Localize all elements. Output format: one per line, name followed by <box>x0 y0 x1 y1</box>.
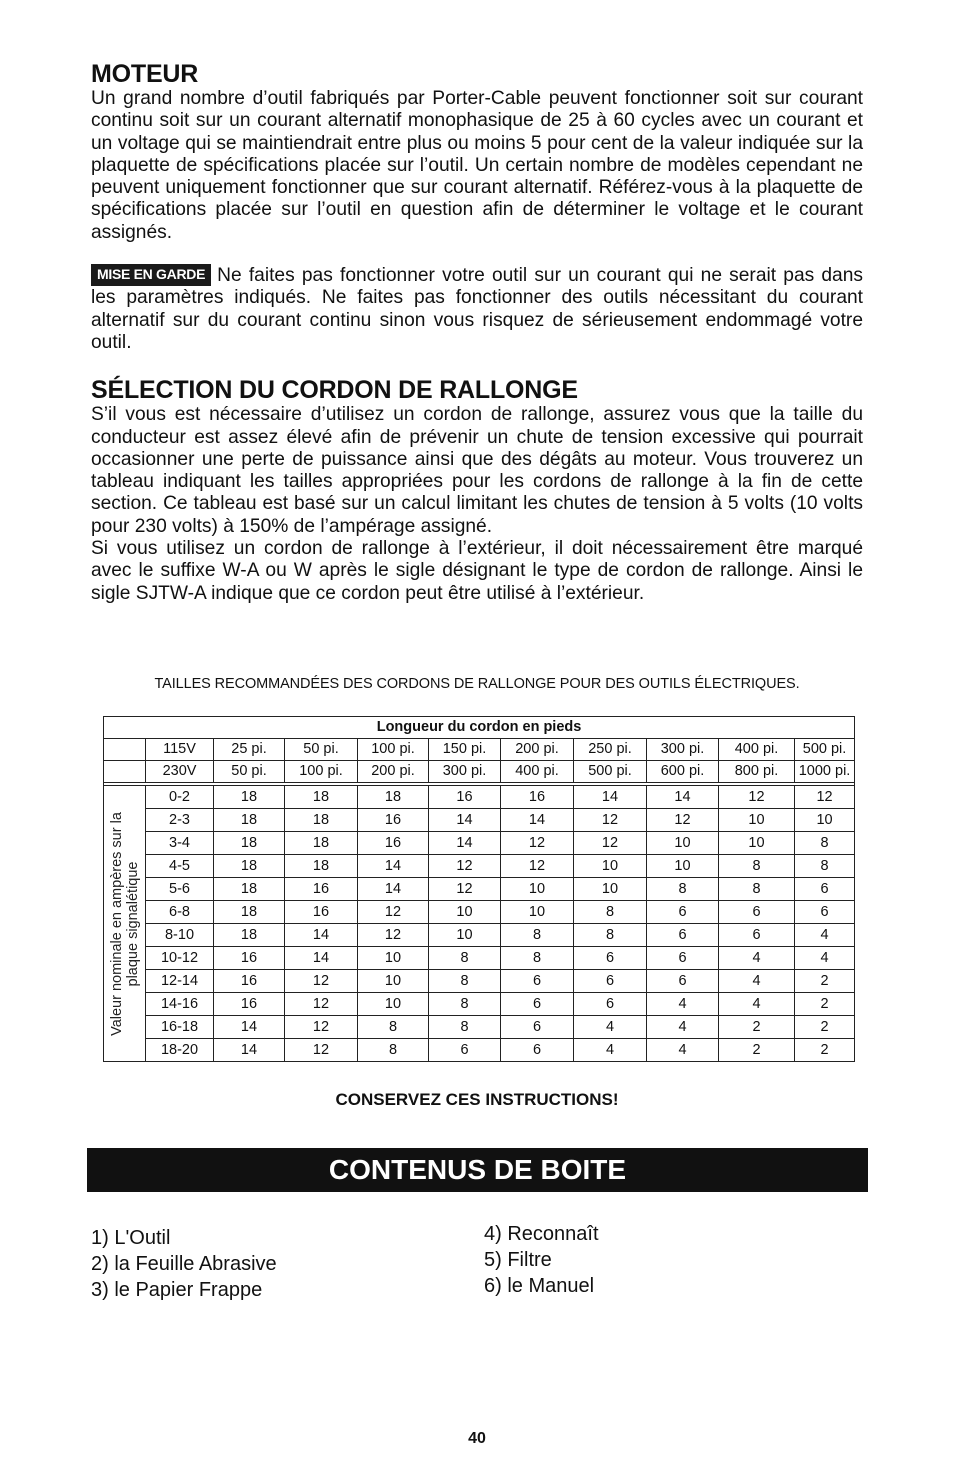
amperage-range-cell: 18-20 <box>146 1039 214 1062</box>
length-cell: 300 pi. <box>647 739 719 761</box>
length-cell: 800 pi. <box>719 761 795 783</box>
amperage-label-cell <box>104 786 146 1062</box>
gauge-cell: 16 <box>214 970 285 993</box>
gauge-cell: 12 <box>501 832 574 855</box>
conserve-instructions: CONSERVEZ CES INSTRUCTIONS! <box>335 1090 619 1109</box>
gauge-cell: 12 <box>719 786 795 809</box>
gauge-cell: 4 <box>795 924 855 947</box>
gauge-cell: 2 <box>719 1039 795 1062</box>
table-header: Longueur du cordon en pieds <box>104 717 855 739</box>
gauge-cell: 16 <box>358 832 429 855</box>
amperage-range-cell: 4-5 <box>146 855 214 878</box>
gauge-cell: 18 <box>214 855 285 878</box>
length-cell: 500 pi. <box>574 761 647 783</box>
gauge-cell: 14 <box>358 878 429 901</box>
gauge-cell: 6 <box>501 970 574 993</box>
gauge-cell: 4 <box>647 1039 719 1062</box>
gauge-cell: 18 <box>285 809 358 832</box>
gauge-cell: 16 <box>214 947 285 970</box>
table-row <box>104 1039 855 1062</box>
gauge-cell: 12 <box>285 970 358 993</box>
contents-item: 4) Reconnaît <box>484 1223 599 1245</box>
gauge-cell: 14 <box>214 1016 285 1039</box>
box-contents-banner: CONTENUS DE BOITE <box>87 1148 868 1192</box>
gauge-cell: 8 <box>795 832 855 855</box>
gauge-cell: 18 <box>358 786 429 809</box>
gauge-cell: 12 <box>285 1039 358 1062</box>
table-cell <box>104 761 146 783</box>
table-row <box>104 878 855 901</box>
length-cell: 1000 pi. <box>795 761 855 783</box>
gauge-cell: 12 <box>358 901 429 924</box>
gauge-cell: 6 <box>795 878 855 901</box>
table-row <box>104 832 855 855</box>
length-cell: 100 pi. <box>285 761 358 783</box>
gauge-cell: 14 <box>647 786 719 809</box>
contents-list-left <box>91 1225 277 1303</box>
gauge-cell: 16 <box>285 901 358 924</box>
gauge-cell: 12 <box>574 832 647 855</box>
gauge-cell: 12 <box>285 1016 358 1039</box>
amperage-range-cell: 0-2 <box>146 786 214 809</box>
table-cell <box>104 739 146 761</box>
gauge-cell: 10 <box>358 970 429 993</box>
gauge-cell: 16 <box>214 993 285 1016</box>
gauge-cell: 12 <box>358 924 429 947</box>
gauge-cell: 8 <box>574 924 647 947</box>
gauge-cell: 10 <box>719 809 795 832</box>
gauge-cell: 8 <box>429 970 501 993</box>
length-cell: 300 pi. <box>429 761 501 783</box>
length-cell: 400 pi. <box>719 739 795 761</box>
gauge-cell: 4 <box>719 947 795 970</box>
length-cell: 400 pi. <box>501 761 574 783</box>
rallonge-paragraph-1: S’il vous est nécessaire d’utilisez un cordon de rallonge, assurez vous que la taille du conducteur est assez élevé afin de prévenir un chute de tension excessive qui pourrait occasionner une perte de puissance ainsi que des dégâts au moteur. Vous trouverez un tableau indiquant les tailles appropriées pour les cordons de rallonge à la fin de cette section. Ce tableau est basé sur un calcul limitant les chutes de tension à 5 volts (10 volts pour 230 volts) à 150% de l’ampérage assigné. <box>91 404 863 537</box>
gauge-cell: 18 <box>285 832 358 855</box>
contents-item: 6) le Manuel <box>484 1275 595 1297</box>
gauge-cell: 14 <box>574 786 647 809</box>
gauge-cell: 10 <box>429 924 501 947</box>
gauge-cell: 8 <box>358 1016 429 1039</box>
table-row <box>104 1016 855 1039</box>
table-row <box>104 924 855 947</box>
amperage-range-cell: 16-18 <box>146 1016 214 1039</box>
voltage-cell: 230V <box>146 761 214 783</box>
gauge-cell: 18 <box>285 855 358 878</box>
length-cell: 200 pi. <box>358 761 429 783</box>
contents-item: 2) la Feuille Abrasive <box>91 1253 277 1275</box>
gauge-cell: 10 <box>501 878 574 901</box>
gauge-cell: 6 <box>574 993 647 1016</box>
amperage-range-cell: 2-3 <box>146 809 214 832</box>
amperage-range-cell: 12-14 <box>146 970 214 993</box>
gauge-cell: 10 <box>574 855 647 878</box>
rallonge-heading: SÉLECTION DU CORDON DE RALLONGE <box>91 376 578 405</box>
gauge-cell: 6 <box>647 901 719 924</box>
length-cell: 500 pi. <box>795 739 855 761</box>
length-cell: 100 pi. <box>358 739 429 761</box>
table-row <box>104 970 855 993</box>
table-row <box>104 786 855 809</box>
gauge-cell: 18 <box>214 786 285 809</box>
gauge-cell: 14 <box>358 855 429 878</box>
length-cell: 150 pi. <box>429 739 501 761</box>
gauge-cell: 16 <box>285 878 358 901</box>
gauge-cell: 10 <box>719 832 795 855</box>
gauge-cell: 8 <box>429 993 501 1016</box>
length-cell: 250 pi. <box>574 739 647 761</box>
contents-list-right <box>484 1221 599 1299</box>
gauge-cell: 16 <box>429 786 501 809</box>
gauge-cell: 2 <box>795 1016 855 1039</box>
gauge-cell: 12 <box>501 855 574 878</box>
gauge-cell: 2 <box>795 1039 855 1062</box>
gauge-cell: 6 <box>795 901 855 924</box>
gauge-cell: 6 <box>501 993 574 1016</box>
gauge-cell: 10 <box>795 809 855 832</box>
gauge-cell: 8 <box>574 901 647 924</box>
gauge-cell: 8 <box>429 947 501 970</box>
gauge-cell: 6 <box>574 970 647 993</box>
gauge-cell: 8 <box>647 878 719 901</box>
table-row-115v <box>104 739 855 761</box>
table-row <box>104 947 855 970</box>
gauge-cell: 8 <box>501 924 574 947</box>
gauge-cell: 12 <box>429 855 501 878</box>
gauge-cell: 10 <box>358 993 429 1016</box>
gauge-cell: 4 <box>647 1016 719 1039</box>
gauge-cell: 4 <box>719 970 795 993</box>
contents-item: 3) le Papier Frappe <box>91 1279 263 1301</box>
gauge-cell: 8 <box>501 947 574 970</box>
gauge-cell: 6 <box>501 1039 574 1062</box>
gauge-cell: 6 <box>719 901 795 924</box>
table-row <box>104 993 855 1016</box>
gauge-cell: 12 <box>285 993 358 1016</box>
gauge-cell: 10 <box>501 901 574 924</box>
gauge-cell: 6 <box>719 924 795 947</box>
gauge-cell: 18 <box>214 924 285 947</box>
gauge-cell: 4 <box>795 947 855 970</box>
amperage-range-cell: 3-4 <box>146 832 214 855</box>
gauge-cell: 4 <box>647 993 719 1016</box>
length-cell: 50 pi. <box>214 761 285 783</box>
length-cell: 50 pi. <box>285 739 358 761</box>
gauge-cell: 18 <box>214 878 285 901</box>
cord-size-table <box>103 716 855 1062</box>
gauge-cell: 8 <box>719 855 795 878</box>
gauge-cell: 4 <box>574 1016 647 1039</box>
gauge-cell: 14 <box>501 809 574 832</box>
length-cell: 25 pi. <box>214 739 285 761</box>
main-text <box>91 56 863 605</box>
page-number: 40 <box>468 1430 486 1447</box>
table-row <box>104 809 855 832</box>
gauge-cell: 14 <box>429 809 501 832</box>
gauge-cell: 6 <box>647 970 719 993</box>
gauge-cell: 18 <box>285 786 358 809</box>
gauge-cell: 6 <box>574 947 647 970</box>
caution-text: Ne faites pas fonctionner votre outil sur un courant qui ne serait pas dans les paramètres indiqués. Ne faites pas fonctionner des outils nécessitant du courant alternatif sur du courant continu sinon vous risquez de sérieusement endommagé votre outil. <box>91 265 863 353</box>
moteur-paragraph: Un grand nombre d’outil fabriqués par Porter-Cable peuvent fonctionner soit sur courant continu soit sur un courant alternatif monophasique de 25 à 60 cycles avec un courant et un voltage qui se maintiendrait entre plus ou moins 5 pour cent de la valeur indiquée sur la plaquette de spécifications placée sur l’outil. Un certain nombre de modèles cependant ne peuvent uniquement fonctionner que sur courant alternatif. Référez-vous à la plaquette de spécifications placée sur l’outil en question afin de déterminer le voltage et le courant assignés. <box>91 88 863 243</box>
gauge-cell: 10 <box>429 901 501 924</box>
table-header-row <box>104 717 855 739</box>
gauge-cell: 10 <box>358 947 429 970</box>
gauge-cell: 14 <box>285 947 358 970</box>
table-row <box>104 855 855 878</box>
gauge-cell: 10 <box>647 855 719 878</box>
caution-paragraph <box>91 264 863 354</box>
caution-badge: MISE EN GARDE <box>91 264 211 286</box>
gauge-cell: 12 <box>647 809 719 832</box>
gauge-cell: 2 <box>795 993 855 1016</box>
gauge-cell: 8 <box>429 1016 501 1039</box>
gauge-cell: 8 <box>719 878 795 901</box>
amperage-range-cell: 6-8 <box>146 901 214 924</box>
gauge-cell: 4 <box>719 993 795 1016</box>
gauge-cell: 12 <box>795 786 855 809</box>
gauge-cell: 4 <box>574 1039 647 1062</box>
gauge-cell: 12 <box>429 878 501 901</box>
gauge-cell: 18 <box>214 832 285 855</box>
table-caption: TAILLES RECOMMANDÉES DES CORDONS DE RALLONGE POUR DES OUTILS ÉLECTRIQUES. <box>154 676 800 692</box>
table-row-230v <box>104 761 855 783</box>
gauge-cell: 6 <box>501 1016 574 1039</box>
gauge-cell: 2 <box>719 1016 795 1039</box>
length-cell: 600 pi. <box>647 761 719 783</box>
gauge-cell: 10 <box>574 878 647 901</box>
amperage-range-cell: 14-16 <box>146 993 214 1016</box>
gauge-cell: 18 <box>214 809 285 832</box>
gauge-cell: 14 <box>429 832 501 855</box>
gauge-cell: 16 <box>358 809 429 832</box>
gauge-cell: 10 <box>647 832 719 855</box>
gauge-cell: 6 <box>429 1039 501 1062</box>
gauge-cell: 6 <box>647 947 719 970</box>
amperage-range-cell: 5-6 <box>146 878 214 901</box>
gauge-cell: 14 <box>214 1039 285 1062</box>
gauge-cell: 18 <box>214 901 285 924</box>
amperage-range-cell: 8-10 <box>146 924 214 947</box>
gauge-cell: 6 <box>647 924 719 947</box>
amperage-vertical-label: Valeur nominale en ampères sur la plaque signalétique <box>108 811 141 1036</box>
gauge-cell: 14 <box>285 924 358 947</box>
table-row <box>104 901 855 924</box>
contents-item: 5) Filtre <box>484 1249 552 1271</box>
moteur-heading: MOTEUR <box>91 60 199 88</box>
gauge-cell: 12 <box>574 809 647 832</box>
gauge-cell: 2 <box>795 970 855 993</box>
gauge-cell: 8 <box>358 1039 429 1062</box>
gauge-cell: 8 <box>795 855 855 878</box>
rallonge-paragraph-2: Si vous utilisez un cordon de rallonge à l’extérieur, il doit nécessairement être marqué avec le suffixe W-A ou W après le sigle désignant le type de cordon de rallonge. Ainsi le sigle SJTW-A indique que ce cordon peut être utilisé à l’extérieur. <box>91 538 863 604</box>
amperage-range-cell: 10-12 <box>146 947 214 970</box>
contents-item: 1) L'Outil <box>91 1227 171 1249</box>
gauge-cell: 16 <box>501 786 574 809</box>
length-cell: 200 pi. <box>501 739 574 761</box>
voltage-cell: 115V <box>146 739 214 761</box>
